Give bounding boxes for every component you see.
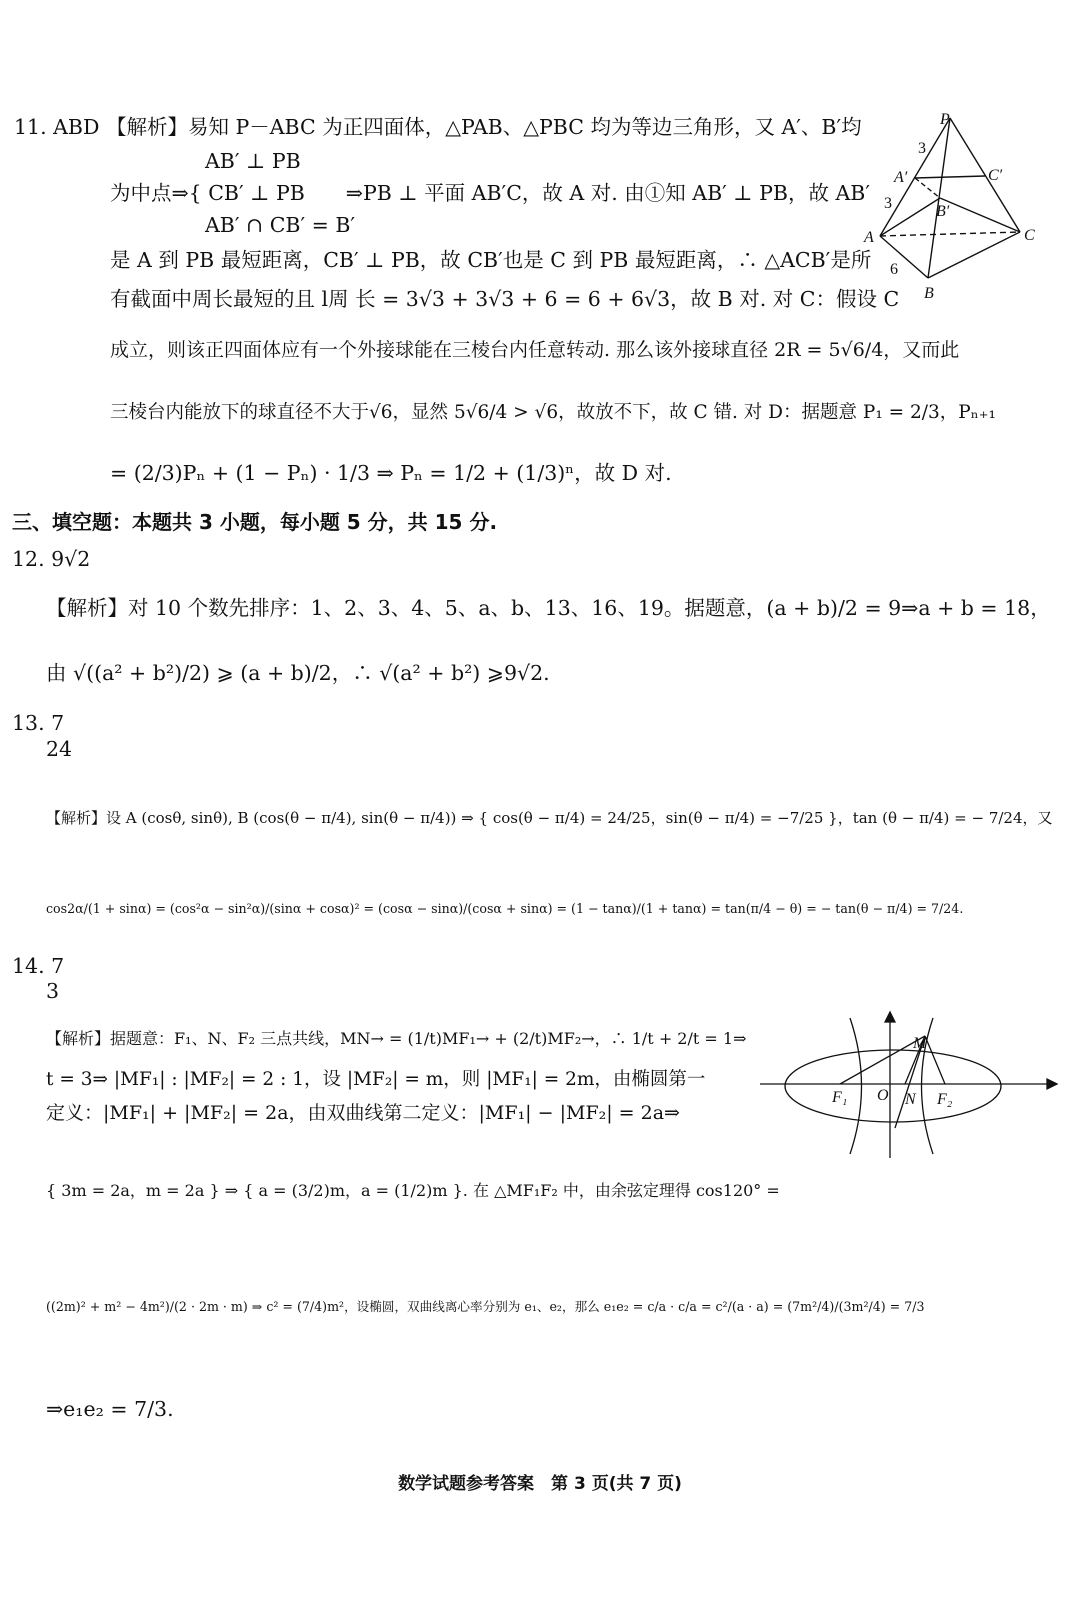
q11-line-4: AB′ ∩ CB′ = B′: [205, 213, 356, 237]
ellipse-hyperbola-figure: [755, 1008, 1065, 1168]
tetrahedron-figure: [860, 108, 1040, 308]
fig-label-b: B: [924, 285, 934, 302]
q13-line-1: 【解析】设 A (cosθ, sinθ), B (cos(θ − π/4), sin(θ − π/4)) ⇒ { cos(θ − π/4) = 24/25，sin(θ − π/4) = −7/25 }，tan (θ − π/4) = − 7/24，又: [46, 809, 1053, 827]
page-footer: 数学试题参考答案 第 3 页(共 7 页): [398, 1474, 682, 1494]
q11-line-1: 11. ABD 【解析】易知 P－ABC 为正四面体，△PAB、△PBC 均为等边三角形，又 A′、B′均: [14, 115, 862, 139]
fig-label-a: A: [864, 229, 874, 246]
section-heading: 三、填空题：本题共 3 小题，每小题 5 分，共 15 分.: [12, 510, 498, 534]
q13-line-2: cos2α/(1 + sinα) = (cos²α − sin²α)/(sinα + cosα)² = (cosα − sinα)/(cosα + sinα) = (1 − tanα)/(1 + tanα) = tan(π/4 − θ) = − tan(θ − π/4) = 7/24.: [46, 901, 964, 916]
fig-label-b-prime: B′: [936, 203, 950, 220]
q13-answer-numerator: 13. 7: [12, 711, 65, 735]
fig-label-o: O: [877, 1087, 889, 1104]
fig-label-f2: F₂: [937, 1091, 953, 1108]
q14-line-4: { 3m = 2a，m = 2a } ⇒ { a = (3/2)m，a = (1/2)m }. 在 △MF₁F₂ 中，由余弦定理得 cos120° =: [46, 1181, 780, 1200]
fig-label-p: P: [940, 111, 950, 128]
q11-line-7: 成立，则该正四面体应有一个外接球能在三棱台内任意转动. 那么该外接球直径 2R = 5√6/4，又而此: [110, 339, 960, 361]
q14-line-1: 【解析】据题意：F₁、N、F₂ 三点共线，MN→ = (1/t)MF₁→ + (2/t)MF₂→，∴ 1/t + 2/t = 1⇒: [46, 1029, 747, 1048]
fig-label-c: C: [1024, 227, 1035, 244]
q14-line-6: ⇒e₁e₂ = 7/3.: [46, 1397, 174, 1421]
q11-line-2: AB′ ⊥ PB: [205, 149, 301, 173]
fig-label-3b: 3: [884, 195, 892, 212]
fig-label-m: M: [913, 1035, 927, 1052]
fig-label-6: 6: [890, 261, 898, 278]
fig-label-c-prime: C′: [988, 167, 1003, 184]
fig-label-3a: 3: [918, 140, 926, 157]
q12-line-2: 由 √((a² + b²)/2) ⩾ (a + b)/2，∴ √(a² + b²) ⩾9√2.: [46, 661, 550, 685]
q11-line-9: = (2/3)Pₙ + (1 − Pₙ) · 1/3 ⇒ Pₙ = 1/2 + (1/3)ⁿ，故 D 对.: [110, 461, 672, 485]
fig-label-n: N: [905, 1091, 916, 1108]
q12-line-1: 【解析】对 10 个数先排序：1、2、3、4、5、a、b、13、16、19。据题意，(a + b)/2 = 9⇒a + b = 18，: [46, 596, 1051, 620]
q12-answer: 12. 9√2: [12, 547, 91, 571]
q13-answer-denominator: 24: [46, 737, 73, 761]
q11-line-3: 为中点⇒{ CB′ ⊥ PB ⇒PB ⊥ 平面 AB′C，故 A 对. 由①知 AB′ ⊥ PB，故 AB′: [110, 181, 871, 205]
q14-answer-numerator: 14. 7: [12, 954, 65, 978]
q14-answer-denominator: 3: [46, 979, 60, 1003]
fig-label-a-prime: A′: [894, 169, 908, 186]
q14-line-2: t = 3⇒ |MF₁| : |MF₂| = 2 : 1，设 |MF₂| = m，则 |MF₁| = 2m，由椭圆第一: [46, 1069, 706, 1090]
q14-line-5: ((2m)² + m² − 4m²)/(2 · 2m · m) ⇒ c² = (7/4)m²，设椭圆，双曲线离心率分别为 e₁、e₂，那么 e₁e₂ = c/a · c/a = c²/(a · a) = (7m²/4)/(3m²/4) = 7/3: [46, 1299, 925, 1314]
q11-line-5: 是 A 到 PB 最短距离，CB′ ⊥ PB，故 CB′也是 C 到 PB 最短距离，∴ △ACB′是所: [110, 248, 872, 272]
fig-label-f1: F₁: [832, 1089, 848, 1106]
q11-line-8: 三棱台内能放下的球直径不大于√6，显然 5√6/4 > √6，故放不下，故 C 错. 对 D：据题意 P₁ = 2/3，Pₙ₊₁: [110, 402, 996, 423]
q11-line-6: 有截面中周长最短的且 l周 长 = 3√3 + 3√3 + 6 = 6 + 6√3，故 B 对. 对 C：假设 C: [110, 287, 900, 311]
q14-line-3: 定义：|MF₁| + |MF₂| = 2a，由双曲线第二定义：|MF₁| − |MF₂| = 2a⇒: [46, 1102, 680, 1124]
